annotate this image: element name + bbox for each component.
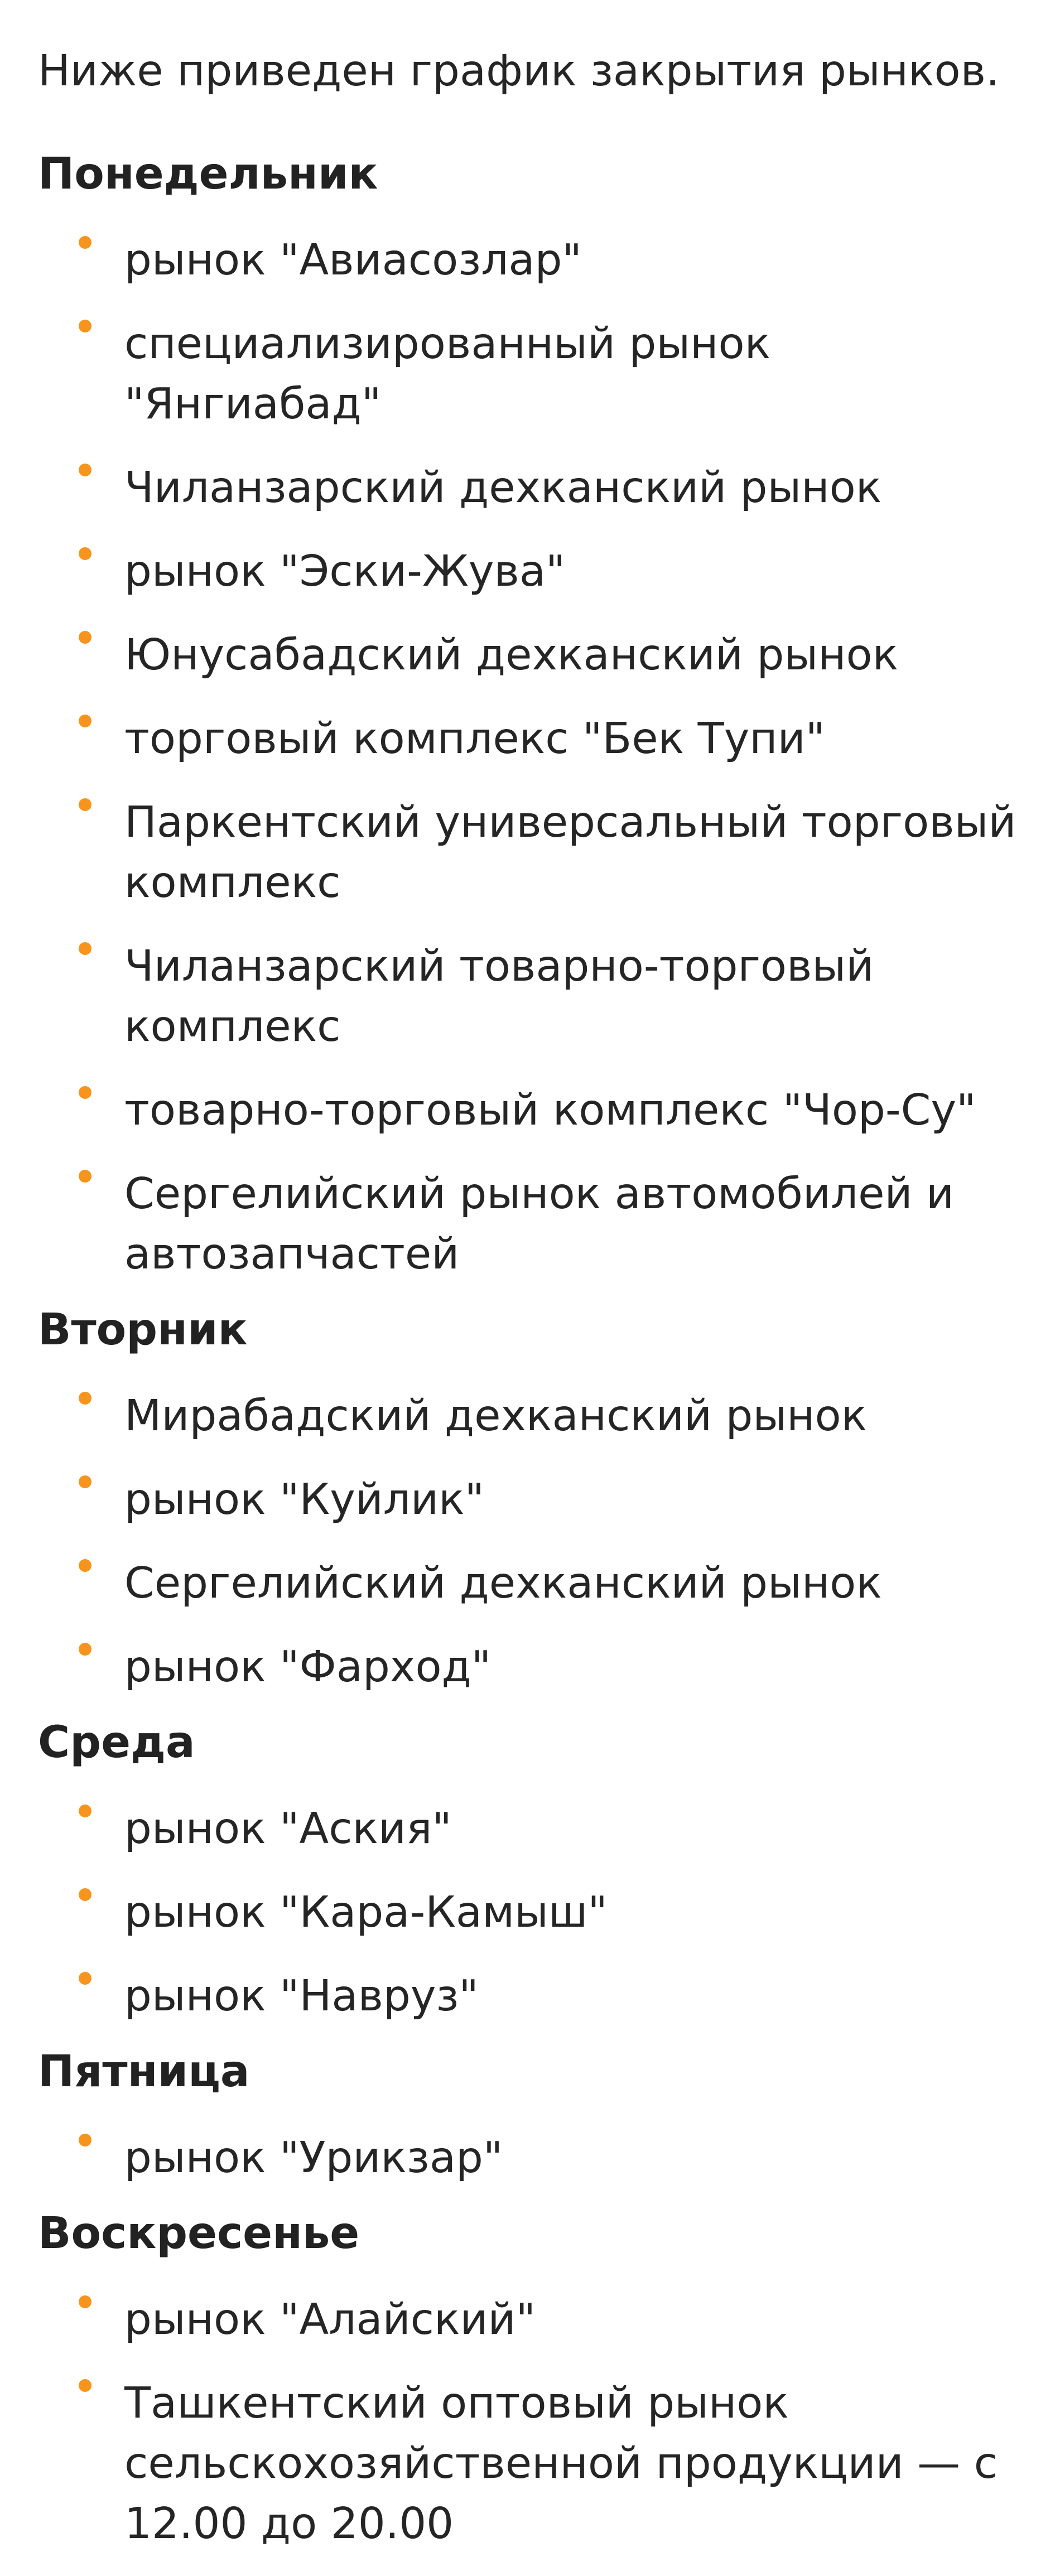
- market-name: рынок "Аския": [124, 1804, 452, 1854]
- market-name: рынок "Куйлик": [124, 1475, 484, 1525]
- bullet-icon: [79, 2379, 91, 2392]
- market-list-item: [124, 937, 1017, 1057]
- bullet-icon: [79, 1888, 91, 1901]
- market-list: [38, 230, 1017, 1285]
- market-list-item: [124, 793, 1017, 913]
- bullet-icon: [79, 715, 91, 727]
- market-name: рынок "Урикзар": [124, 2133, 503, 2183]
- bullet-icon: [79, 1170, 91, 1183]
- market-name: Паркентский универсальный торговый комплекс: [124, 798, 1017, 908]
- market-list: [38, 1386, 1017, 1697]
- day-heading: Вторник: [38, 1305, 248, 1355]
- bullet-icon: [79, 2134, 91, 2146]
- market-list-item: [124, 2290, 1017, 2350]
- market-name: Сергелийский рынок автомобилей и автозапчастей: [124, 1169, 955, 1279]
- article-content: [38, 41, 1017, 2554]
- market-name: рынок "Кара-Камыш": [124, 1888, 608, 1937]
- bullet-icon: [79, 1643, 91, 1656]
- market-list-item: [124, 625, 1017, 686]
- bullet-icon: [79, 547, 91, 560]
- market-name: Ташкентский оптовый рынок сельскохозяйственной продукции — с 12.00 до 20.00: [124, 2379, 998, 2549]
- market-list-item: [124, 458, 1017, 518]
- market-list: [38, 2128, 1017, 2188]
- market-list: [38, 2290, 1017, 2554]
- market-list-item: [124, 709, 1017, 769]
- market-name: рынок "Алайский": [124, 2295, 536, 2345]
- market-name: рынок "Фарход": [124, 1642, 492, 1692]
- bullet-icon: [79, 1805, 91, 1817]
- market-name: Юнусабадский дехканский рынок: [124, 630, 899, 680]
- day-heading: Понедельник: [38, 149, 378, 199]
- market-name: рынок "Авиасозлар": [124, 235, 582, 285]
- bullet-icon: [79, 798, 91, 811]
- market-list-item: [124, 2128, 1017, 2188]
- bullet-icon: [79, 1475, 91, 1488]
- market-name: специализированный рынок "Янгиабад": [124, 319, 771, 429]
- market-name: Чиланзарский товарно-торговый комплекс: [124, 942, 874, 1051]
- market-list: [38, 1799, 1017, 2027]
- market-list-item: [124, 2374, 1017, 2554]
- bullet-icon: [79, 320, 91, 332]
- bullet-icon: [79, 631, 91, 644]
- bullet-icon: [79, 1559, 91, 1572]
- market-schedule: [38, 143, 1017, 2554]
- bullet-icon: [79, 464, 91, 476]
- bullet-icon: [79, 2295, 91, 2308]
- market-list-item: [124, 1080, 1017, 1141]
- market-name: товарно-торговый комплекс "Чор-Су": [124, 1086, 976, 1135]
- market-name: рынок "Навруз": [124, 1971, 479, 2021]
- bullet-icon: [79, 1972, 91, 1985]
- day-heading: Среда: [38, 1718, 195, 1768]
- day-heading: Воскресенье: [38, 2208, 360, 2259]
- day-heading: Пятница: [38, 2047, 250, 2097]
- market-name: Чиланзарский дехканский рынок: [124, 463, 882, 513]
- bullet-icon: [79, 1392, 91, 1405]
- market-list-item: [124, 1883, 1017, 1943]
- market-list-item: [124, 1386, 1017, 1446]
- market-list-item: [124, 230, 1017, 291]
- market-list-item: [124, 1799, 1017, 1859]
- bullet-icon: [79, 942, 91, 955]
- market-list-item: [124, 314, 1017, 435]
- market-name: Сергелийский дехканский рынок: [124, 1559, 882, 1608]
- market-name: рынок "Эски-Жува": [124, 547, 566, 596]
- market-list-item: [124, 1554, 1017, 1614]
- market-name: торговый комплекс "Бек Тупи": [124, 714, 826, 764]
- market-list-item: [124, 542, 1017, 602]
- intro-paragraph: Ниже приведен график закрытия рынков.: [38, 46, 1000, 96]
- market-list-item: [124, 1164, 1017, 1285]
- bullet-icon: [79, 1086, 91, 1099]
- market-list-item: [124, 1470, 1017, 1530]
- bullet-icon: [79, 236, 91, 249]
- market-list-item: [124, 1637, 1017, 1697]
- market-name: Мирабадский дехканский рынок: [124, 1391, 868, 1441]
- market-list-item: [124, 1966, 1017, 2027]
